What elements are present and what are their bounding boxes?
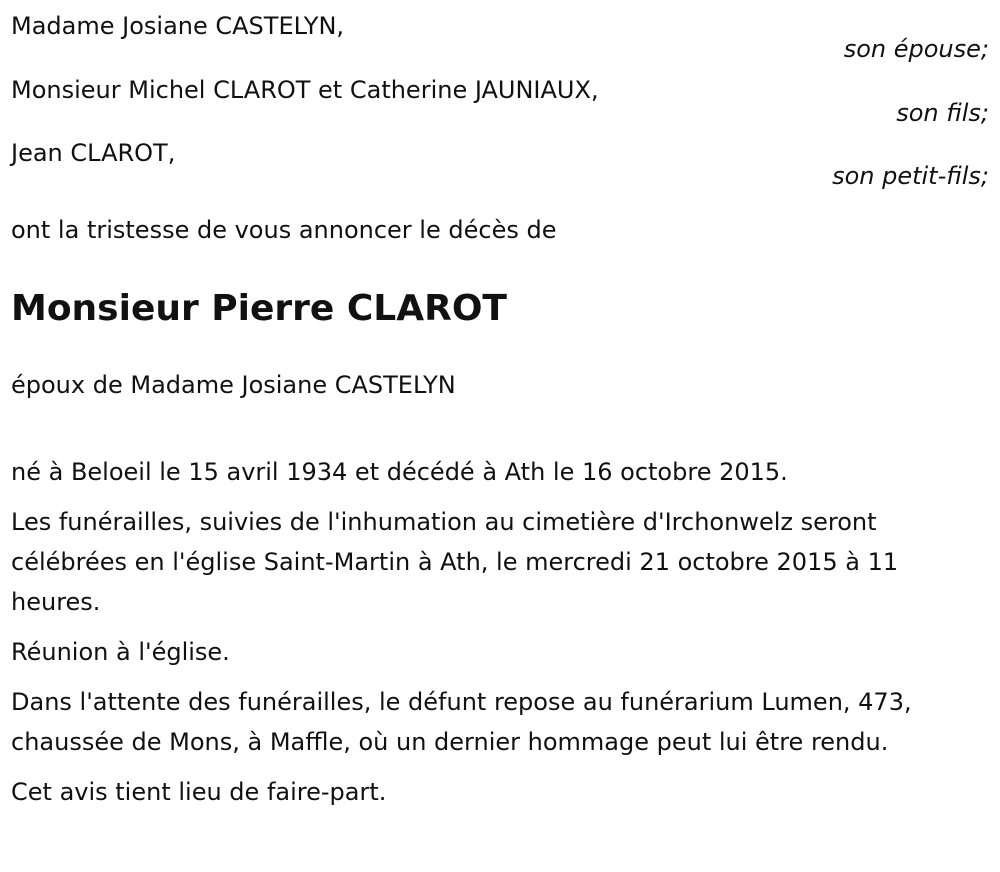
funeral-paragraph: Les funérailles, suivies de l'inhumation au cimetière d'Irchonwelz seront célébrées en l'église Saint-Martin à Ath, le mercredi 21 octobre 2015 à 11 heures.	[11, 508, 899, 616]
mourner-name: Jean CLAROT,	[11, 139, 176, 167]
mourner-name: Madame Josiane CASTELYN,	[11, 12, 345, 40]
obituary-notice	[11, 0, 989, 812]
deceased-name: Monsieur Pierre CLAROT	[11, 288, 507, 329]
mourner-relation: son épouse;	[843, 35, 989, 63]
closing-paragraph: Cet avis tient lieu de faire-part.	[11, 778, 387, 806]
repose-paragraph: Dans l'attente des funérailles, le défunt repose au funérarium Lumen, 473, chaussée de Mons, à Maffle, où un dernier hommage peut lui être rendu.	[11, 688, 912, 756]
announcement-text: ont la tristesse de vous annoncer le décès de	[11, 216, 557, 244]
spouse-line: époux de Madame Josiane CASTELYN	[11, 371, 456, 399]
mourner-entry	[11, 139, 989, 190]
mourner-name: Monsieur Michel CLAROT et Catherine JAUNIAUX,	[11, 76, 599, 104]
mourner-relation: son fils;	[896, 99, 989, 127]
gathering-paragraph: Réunion à l'église.	[11, 638, 230, 666]
mourner-entry	[11, 76, 989, 127]
mourner-entry	[11, 12, 989, 63]
mourner-relation: son petit-fils;	[832, 162, 989, 190]
birth-death-paragraph: né à Beloeil le 15 avril 1934 et décédé à Ath le 16 octobre 2015.	[11, 458, 788, 486]
